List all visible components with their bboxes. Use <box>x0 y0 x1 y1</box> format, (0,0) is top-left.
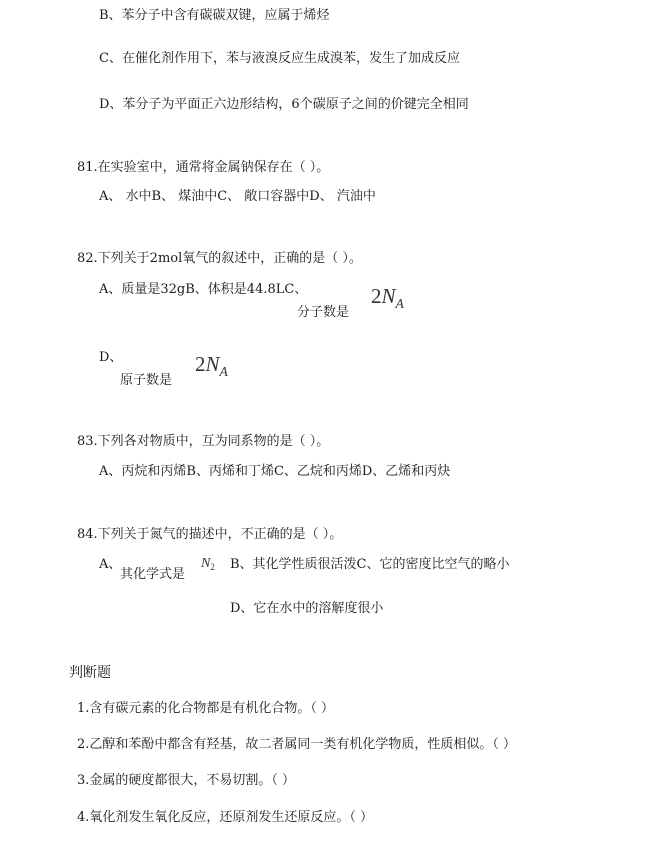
math-2na-c <box>371 284 404 312</box>
judgment-item: 4.氧化剂发生氧化反应，还原剂发生还原反应。（ ） <box>77 810 374 825</box>
question-81-options: A、 水中B、 煤油中C、 敞口容器中D、 汽油中 <box>99 189 376 204</box>
option-c-benzene: C、在催化剂作用下，苯与液溴反应生成溴苯，发生了加成反应 <box>99 51 460 66</box>
question-84-option-d: D、它在水中的溶解度很小 <box>230 601 384 616</box>
question-84-options-b-c: B、其化学性质很活泼C、它的密度比空气的略小 <box>230 557 510 572</box>
math-2na-d <box>195 352 228 380</box>
judgment-item: 3.金属的硬度都很大，不易切割。（ ） <box>77 773 296 788</box>
question-82: 82.下列关于2mol氧气的叙述中，正确的是（ ）。 <box>77 251 362 266</box>
math-variable: N <box>205 352 220 376</box>
question-82-option-a-b-c: A、质量是32gB、体积是44.8LC、 <box>99 282 308 297</box>
judgment-item: 2.乙醇和苯酚中都含有羟基，故二者属同一类有机化学物质，性质相似。（ ） <box>77 737 517 752</box>
math-variable: N <box>201 556 211 571</box>
math-coefficient: 2 <box>371 284 382 308</box>
question-82-option-c-label: 分子数是 <box>297 305 350 320</box>
math-subscript: 2 <box>210 562 215 573</box>
question-81: 81.在实验室中，通常将金属钠保存在（ ）。 <box>77 160 330 175</box>
option-d-benzene: D、苯分子为平面正六边形结构，6个碳原子之间的价键完全相同 <box>99 97 469 112</box>
question-84: 84.下列关于氮气的描述中，不正确的是（ ）。 <box>77 527 343 542</box>
math-coefficient: 2 <box>195 352 206 376</box>
section-title: 判断题 <box>69 665 111 681</box>
question-82-option-d-label: 原子数是 <box>120 373 173 388</box>
math-subscript: A <box>219 363 228 379</box>
question-84-option-a-label: 其化学式是 <box>120 567 186 582</box>
question-84-option-a: A、 <box>99 557 122 572</box>
question-83-options: A、丙烷和丙烯B、丙烯和丁烯C、乙烷和丙烯D、乙烯和丙炔 <box>99 464 451 479</box>
question-83: 83.下列各对物质中，互为同系物的是（ ）。 <box>77 434 330 449</box>
question-82-option-d: D、 <box>99 350 123 365</box>
option-b-benzene: B、苯分子中含有碳碳双键，应属于烯烃 <box>99 8 330 23</box>
math-subscript: A <box>395 295 404 311</box>
math-n2 <box>201 556 215 572</box>
judgment-item: 1.含有碳元素的化合物都是有机化合物。（ ） <box>77 701 335 716</box>
math-variable: N <box>381 284 396 308</box>
